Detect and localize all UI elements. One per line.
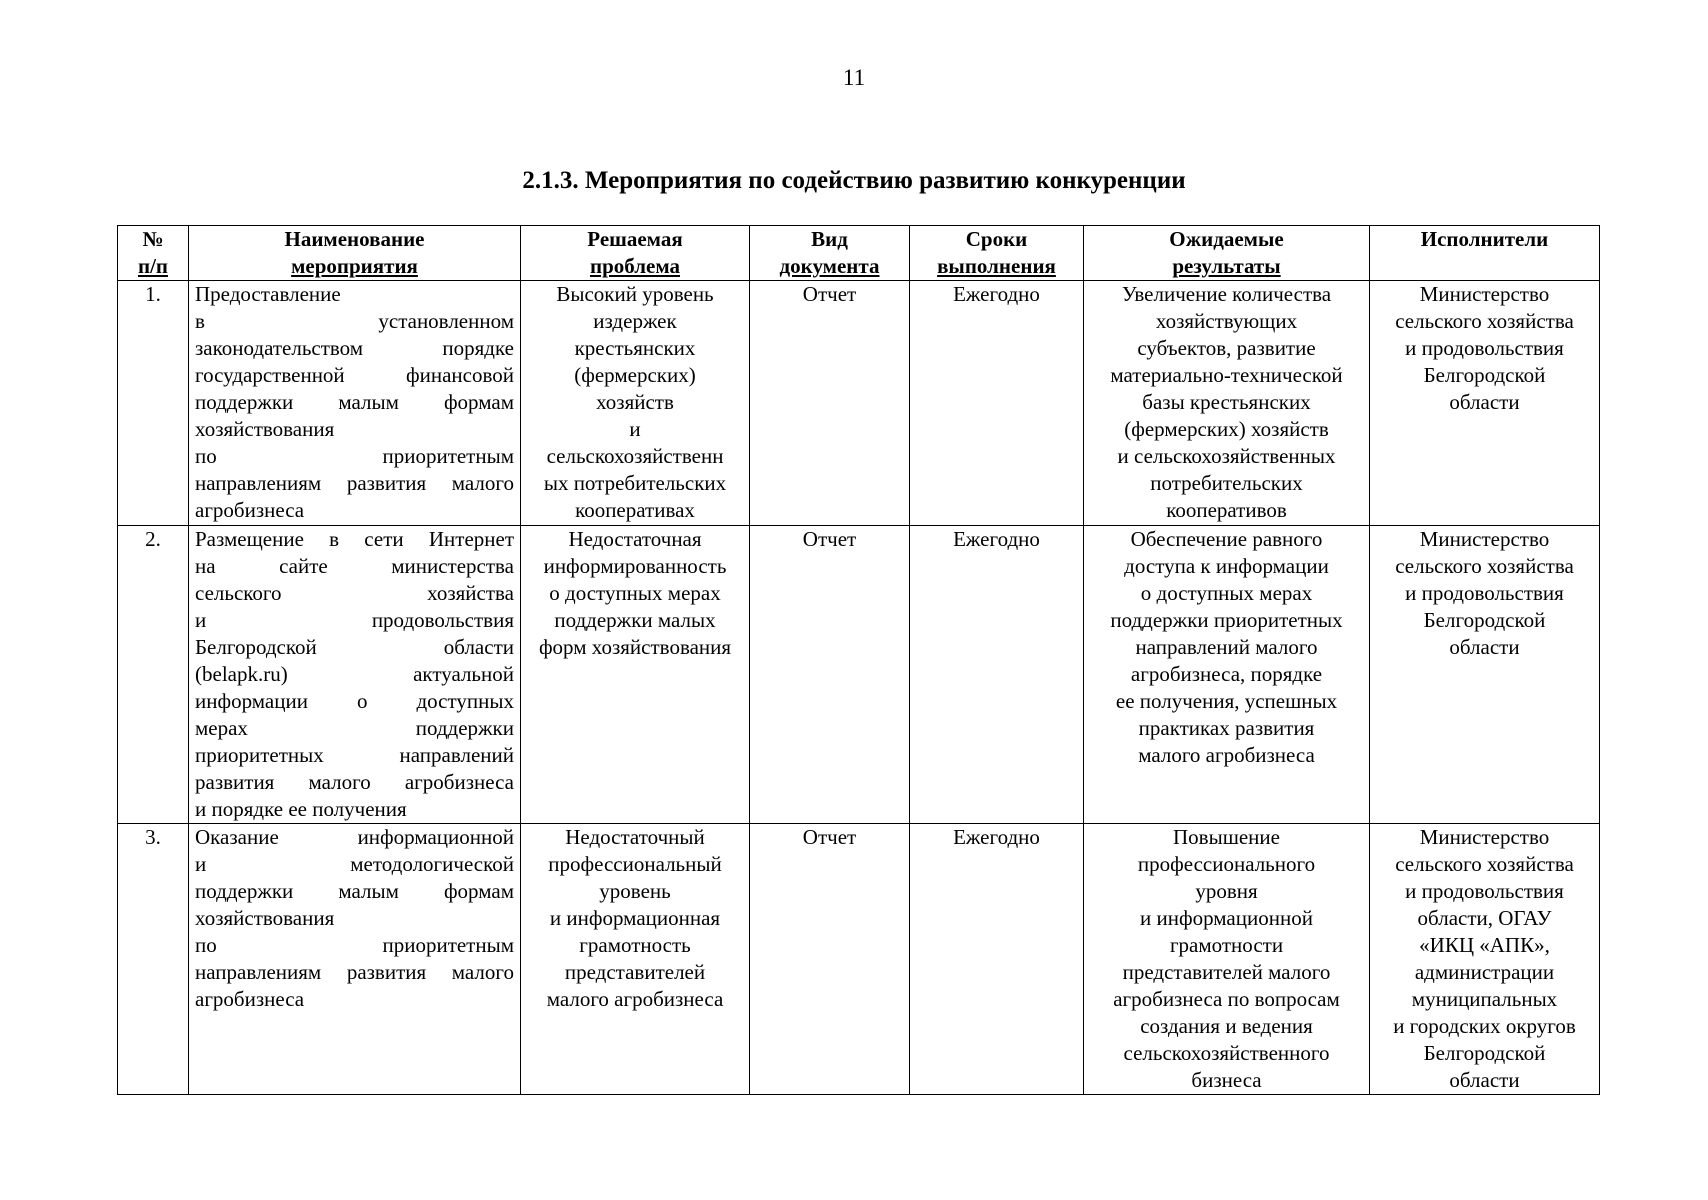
results-line: Обеспечение равного — [1130, 527, 1323, 551]
table-row — [118, 281, 1600, 526]
problem-line: крестьянских — [574, 336, 696, 360]
results-line: создания и ведения — [1140, 1014, 1313, 1038]
column-header-doc-type-line: Вид — [811, 227, 848, 251]
column-header-deadline-line: выполнения — [937, 254, 1056, 278]
problem-line: грамотность — [579, 933, 691, 957]
measure-name-line: направлениям развития малого — [195, 960, 514, 984]
results-line: грамотности — [1169, 933, 1284, 957]
column-header-problem — [521, 226, 750, 281]
measure-name-line: агробизнеса — [195, 498, 305, 522]
measure-name-line: хозяйствования — [195, 417, 335, 441]
expected-results — [1084, 281, 1370, 526]
executors — [1370, 281, 1600, 526]
column-header-results — [1084, 226, 1370, 281]
executors — [1370, 824, 1600, 1095]
measure-name-line: направлениям развития малого — [195, 471, 514, 495]
problem-line: профессиональный — [548, 852, 722, 876]
results-line: субъектов, развитие — [1137, 336, 1316, 360]
results-line: хозяйствующих — [1155, 309, 1298, 333]
column-header-doc-type — [750, 226, 910, 281]
results-line: и информационной — [1140, 906, 1313, 930]
column-header-executors-line: Исполнители — [1420, 227, 1549, 251]
executors-line: администрации — [1414, 960, 1555, 984]
deadline: Ежегодно — [910, 824, 1084, 1095]
measures-table — [117, 225, 1600, 1095]
column-header-num-line: п/п — [137, 254, 169, 278]
measure-name-line: Белгородской области — [195, 635, 514, 659]
results-line: и сельскохозяйственных — [1117, 444, 1336, 468]
executors-line: сельского хозяйства — [1395, 852, 1574, 876]
measure-name-line: хозяйствования — [195, 906, 335, 930]
deadline: Ежегодно — [910, 526, 1084, 824]
measure-name-line: (belapk.ru) актуальной — [195, 662, 514, 686]
executors-line: сельского хозяйства — [1395, 309, 1574, 333]
results-line: доступа к информации — [1124, 554, 1329, 578]
results-line: Увеличение количества — [1121, 282, 1332, 306]
measure-name-line: агробизнеса — [195, 987, 305, 1011]
problem-line: и — [629, 417, 641, 441]
results-line: поддержки приоритетных — [1110, 608, 1343, 632]
column-header-num — [118, 226, 189, 281]
measure-name-line: по приоритетным — [195, 933, 514, 957]
expected-results — [1084, 824, 1370, 1095]
problem-line: уровень — [599, 879, 671, 903]
results-line: сельскохозяйственного — [1123, 1041, 1330, 1065]
measure-name-line: поддержки малым формам — [195, 879, 514, 903]
measure-name-line: на сайте министерства — [195, 554, 514, 578]
measure-name-line: сельского хозяйства — [195, 581, 514, 605]
results-line: агробизнеса по вопросам — [1113, 987, 1340, 1011]
problem-line: (фермерских) — [574, 363, 696, 387]
measure-name-line: по приоритетным — [195, 444, 514, 468]
problem-line: кооперативах — [575, 498, 695, 522]
executors-line: Министерство — [1419, 527, 1550, 551]
results-line: практиках развития — [1138, 716, 1315, 740]
measure-name-line: мерах поддержки — [195, 716, 514, 740]
measure-name-line: информации о доступных — [195, 689, 514, 713]
problem-line: информированность — [543, 554, 727, 578]
results-line: агробизнеса, порядке — [1130, 662, 1323, 686]
executors-line: и продовольствия — [1405, 879, 1564, 903]
executors-line: и продовольствия — [1405, 581, 1564, 605]
problem-line: Недостаточный — [565, 825, 705, 849]
measure-name-line: Оказание информационной — [195, 825, 514, 849]
problem-line: и информационная — [549, 906, 721, 930]
measure-name-line: государственной финансовой — [195, 363, 514, 387]
row-number: 2. — [118, 526, 189, 824]
measure-name — [189, 824, 521, 1095]
column-header-name-line: Наименование — [284, 227, 425, 251]
column-header-executors — [1370, 226, 1600, 281]
column-header-deadline-line: Сроки — [965, 227, 1028, 251]
executors-line: области, ОГАУ — [1417, 906, 1552, 930]
measure-name-line: развития малого агробизнеса — [195, 770, 514, 794]
column-header-deadline — [910, 226, 1084, 281]
column-header-num-line: № — [142, 227, 164, 251]
executors-line: и городских округов — [1393, 1014, 1576, 1038]
problem-cell — [521, 526, 750, 824]
problem-line: издержек — [593, 309, 677, 333]
measure-name-line: поддержки малым формам — [195, 390, 514, 414]
results-line: малого агробизнеса — [1138, 743, 1315, 767]
row-number: 1. — [118, 281, 189, 526]
column-header-results-line: результаты — [1172, 254, 1281, 278]
measure-name-line: приоритетных направлений — [195, 743, 514, 767]
problem-line: ых потребительских — [543, 471, 727, 495]
results-line: материально-технической — [1110, 363, 1343, 387]
executors-line: муниципальных — [1411, 987, 1558, 1011]
executors — [1370, 526, 1600, 824]
results-line: базы крестьянских — [1142, 390, 1311, 414]
table-row — [118, 526, 1600, 824]
column-header-problem-line: Решаемая — [587, 227, 683, 251]
document-type: Отчет — [750, 526, 910, 824]
results-line: потребительских — [1150, 471, 1303, 495]
problem-line: малого агробизнеса — [546, 987, 724, 1011]
table-header-row — [118, 226, 1600, 281]
problem-line: представителей — [564, 960, 706, 984]
column-header-name-line: мероприятия — [291, 254, 418, 278]
executors-line: области — [1449, 390, 1520, 414]
problem-line: хозяйств — [596, 390, 674, 414]
table-row — [118, 824, 1600, 1095]
results-line: уровня — [1195, 879, 1258, 903]
results-line: ее получения, успешных — [1115, 689, 1338, 713]
page-number: 11 — [842, 65, 866, 90]
problem-line: Недостаточная — [568, 527, 702, 551]
results-line: о доступных мерах — [1140, 581, 1313, 605]
column-header-name — [189, 226, 521, 281]
results-line: Повышение — [1173, 825, 1280, 849]
executors-line: области — [1449, 1068, 1520, 1092]
problem-line: сельскохозяйственн — [546, 444, 724, 468]
measure-name-line: и продовольствия — [195, 608, 514, 632]
executors-line: сельского хозяйства — [1395, 554, 1574, 578]
results-line: профессионального — [1137, 852, 1316, 876]
results-line: бизнеса — [1191, 1068, 1262, 1092]
results-line: (фермерских) хозяйств — [1124, 417, 1329, 441]
column-header-problem-line: проблема — [589, 254, 681, 278]
executors-line: Министерство — [1419, 825, 1550, 849]
measure-name — [189, 526, 521, 824]
executors-line: «ИКЦ «АПК», — [1419, 933, 1550, 957]
measure-name-line: в установленном — [195, 309, 514, 333]
measure-name-line: и порядке ее получения — [195, 797, 407, 821]
document-type: Отчет — [750, 281, 910, 526]
problem-line: форм хозяйствования — [538, 635, 732, 659]
expected-results — [1084, 526, 1370, 824]
measure-name-line: Размещение в сети Интернет — [195, 527, 514, 551]
deadline: Ежегодно — [910, 281, 1084, 526]
problem-line: о доступных мерах — [549, 581, 721, 605]
executors-line: Белгородской — [1423, 363, 1546, 387]
column-header-results-line: Ожидаемые — [1169, 227, 1284, 251]
measure-name-line: законодательством порядке — [195, 336, 514, 360]
executors-line: Белгородской — [1423, 1041, 1546, 1065]
measure-name — [189, 281, 521, 526]
results-line: представителей малого — [1122, 960, 1331, 984]
problem-cell — [521, 824, 750, 1095]
results-line: кооперативов — [1166, 498, 1287, 522]
executors-line: Белгородской — [1423, 608, 1546, 632]
problem-cell — [521, 281, 750, 526]
problem-line: поддержки малых — [554, 608, 716, 632]
column-header-doc-type-line: документа — [779, 254, 880, 278]
problem-line: Высокий уровень — [556, 282, 714, 306]
measure-name-line: и методологической — [195, 852, 514, 876]
executors-line: и продовольствия — [1405, 336, 1564, 360]
results-line: направлений малого — [1135, 635, 1318, 659]
section-title: 2.1.3. Мероприятия по содействию развитию конкуренции — [522, 167, 1186, 194]
measure-name-line: Предоставление — [195, 282, 341, 306]
row-number: 3. — [118, 824, 189, 1095]
executors-line: области — [1449, 635, 1520, 659]
document-type: Отчет — [750, 824, 910, 1095]
executors-line: Министерство — [1419, 282, 1550, 306]
